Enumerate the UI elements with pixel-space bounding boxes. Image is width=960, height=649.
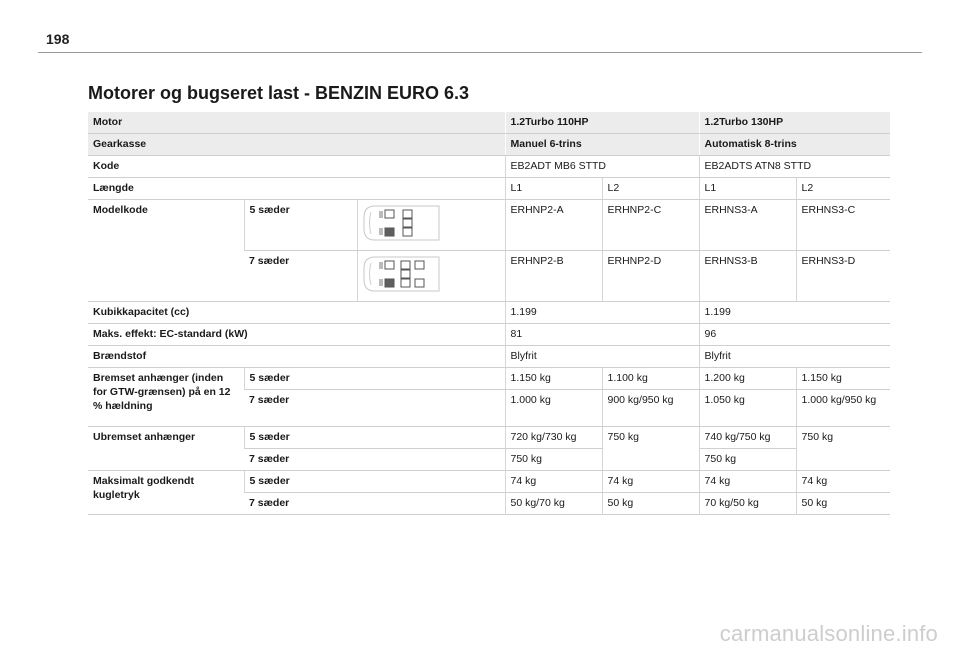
watermark: carmanualsonline.info	[719, 621, 938, 646]
label-bremset: Bremset anhænger (inden for GTW-grænsen) på en 12 % hældning	[88, 368, 244, 427]
label-modelkode: Modelkode	[88, 200, 244, 302]
engine-spec-table	[88, 112, 890, 515]
row-laengde	[88, 178, 890, 200]
label-motor: Motor	[88, 112, 505, 134]
effekt-value: 96	[699, 324, 890, 346]
seats-7-label: 7 sæder	[244, 251, 357, 302]
modelkode-value: ERHNP2-C	[602, 200, 699, 251]
seats-7-label: 7 sæder	[244, 449, 505, 471]
row-braendstof	[88, 346, 890, 368]
row-gearkasse	[88, 134, 890, 156]
modelkode-value: ERHNS3-A	[699, 200, 796, 251]
header-rule	[38, 52, 922, 53]
bremset-value: 1.000 kg	[505, 390, 602, 427]
label-kubik: Kubikkapacitet (cc)	[88, 302, 505, 324]
bremset-value: 1.150 kg	[505, 368, 602, 390]
label-gearkasse: Gearkasse	[88, 134, 505, 156]
kugletryk-value: 50 kg	[602, 493, 699, 515]
kubik-value: 1.199	[505, 302, 699, 324]
modelkode-value: ERHNP2-B	[505, 251, 602, 302]
modelkode-value: ERHNP2-D	[602, 251, 699, 302]
bremset-value: 1.000 kg/950 kg	[796, 390, 890, 427]
motor-130hp: 1.2Turbo 130HP	[699, 112, 890, 134]
page-title: Motorer og bugseret last - BENZIN EURO 6.3	[88, 83, 470, 103]
gearkasse-manual: Manuel 6-trins	[505, 134, 699, 156]
label-braendstof: Brændstof	[88, 346, 505, 368]
seats-7-label: 7 sæder	[244, 493, 505, 515]
row-kode	[88, 156, 890, 178]
laengde-value: L1	[505, 178, 602, 200]
laengde-value: L1	[699, 178, 796, 200]
kode-value: EB2ADTS ATN8 STTD	[699, 156, 890, 178]
modelkode-value: ERHNS3-D	[796, 251, 890, 302]
braendstof-value: Blyfrit	[505, 346, 699, 368]
bremset-value: 1.150 kg	[796, 368, 890, 390]
ubremset-value: 750 kg	[505, 449, 602, 471]
row-motor	[88, 112, 890, 134]
row-effekt	[88, 324, 890, 346]
row-bremset-5	[88, 368, 890, 390]
label-laengde: Længde	[88, 178, 505, 200]
ubremset-value: 740 kg/750 kg	[699, 427, 796, 449]
effekt-value: 81	[505, 324, 699, 346]
bremset-value: 1.200 kg	[699, 368, 796, 390]
seat-layout-5	[357, 200, 505, 251]
kode-value: EB2ADT MB6 STTD	[505, 156, 699, 178]
ubremset-value: 750 kg	[796, 427, 890, 471]
label-ubremset: Ubremset anhænger	[88, 427, 244, 471]
label-kode: Kode	[88, 156, 505, 178]
motor-110hp: 1.2Turbo 110HP	[505, 112, 699, 134]
kugletryk-value: 74 kg	[505, 471, 602, 493]
ubremset-value: 750 kg	[602, 427, 699, 471]
kugletryk-value: 50 kg/70 kg	[505, 493, 602, 515]
bremset-value: 1.100 kg	[602, 368, 699, 390]
row-ubremset-5	[88, 427, 890, 449]
row-kubik	[88, 302, 890, 324]
van-5-seat-icon	[363, 203, 443, 243]
ubremset-value: 720 kg/730 kg	[505, 427, 602, 449]
seats-5-label: 5 sæder	[244, 200, 357, 251]
kugletryk-value: 50 kg	[796, 493, 890, 515]
modelkode-value: ERHNS3-B	[699, 251, 796, 302]
kugletryk-value: 74 kg	[602, 471, 699, 493]
seats-5-label: 5 sæder	[244, 427, 505, 449]
kugletryk-value: 74 kg	[699, 471, 796, 493]
seats-5-label: 5 sæder	[244, 471, 505, 493]
seats-5-label: 5 sæder	[244, 368, 505, 390]
kubik-value: 1.199	[699, 302, 890, 324]
bremset-value: 900 kg/950 kg	[602, 390, 699, 427]
van-7-seat-icon	[363, 254, 443, 294]
ubremset-value: 750 kg	[699, 449, 796, 471]
row-modelkode-5	[88, 200, 890, 251]
gearkasse-automatic: Automatisk 8-trins	[699, 134, 890, 156]
kugletryk-value: 74 kg	[796, 471, 890, 493]
label-effekt: Maks. effekt: EC-standard (kW)	[88, 324, 505, 346]
page-number: 198	[46, 31, 70, 47]
bremset-value: 1.050 kg	[699, 390, 796, 427]
seats-7-label: 7 sæder	[244, 390, 505, 427]
kugletryk-value: 70 kg/50 kg	[699, 493, 796, 515]
label-kugletryk: Maksimalt godkendt kugletryk	[88, 471, 244, 515]
laengde-value: L2	[602, 178, 699, 200]
row-kugletryk-5	[88, 471, 890, 493]
modelkode-value: ERHNP2-A	[505, 200, 602, 251]
braendstof-value: Blyfrit	[699, 346, 890, 368]
seat-layout-7	[357, 251, 505, 302]
laengde-value: L2	[796, 178, 890, 200]
modelkode-value: ERHNS3-C	[796, 200, 890, 251]
